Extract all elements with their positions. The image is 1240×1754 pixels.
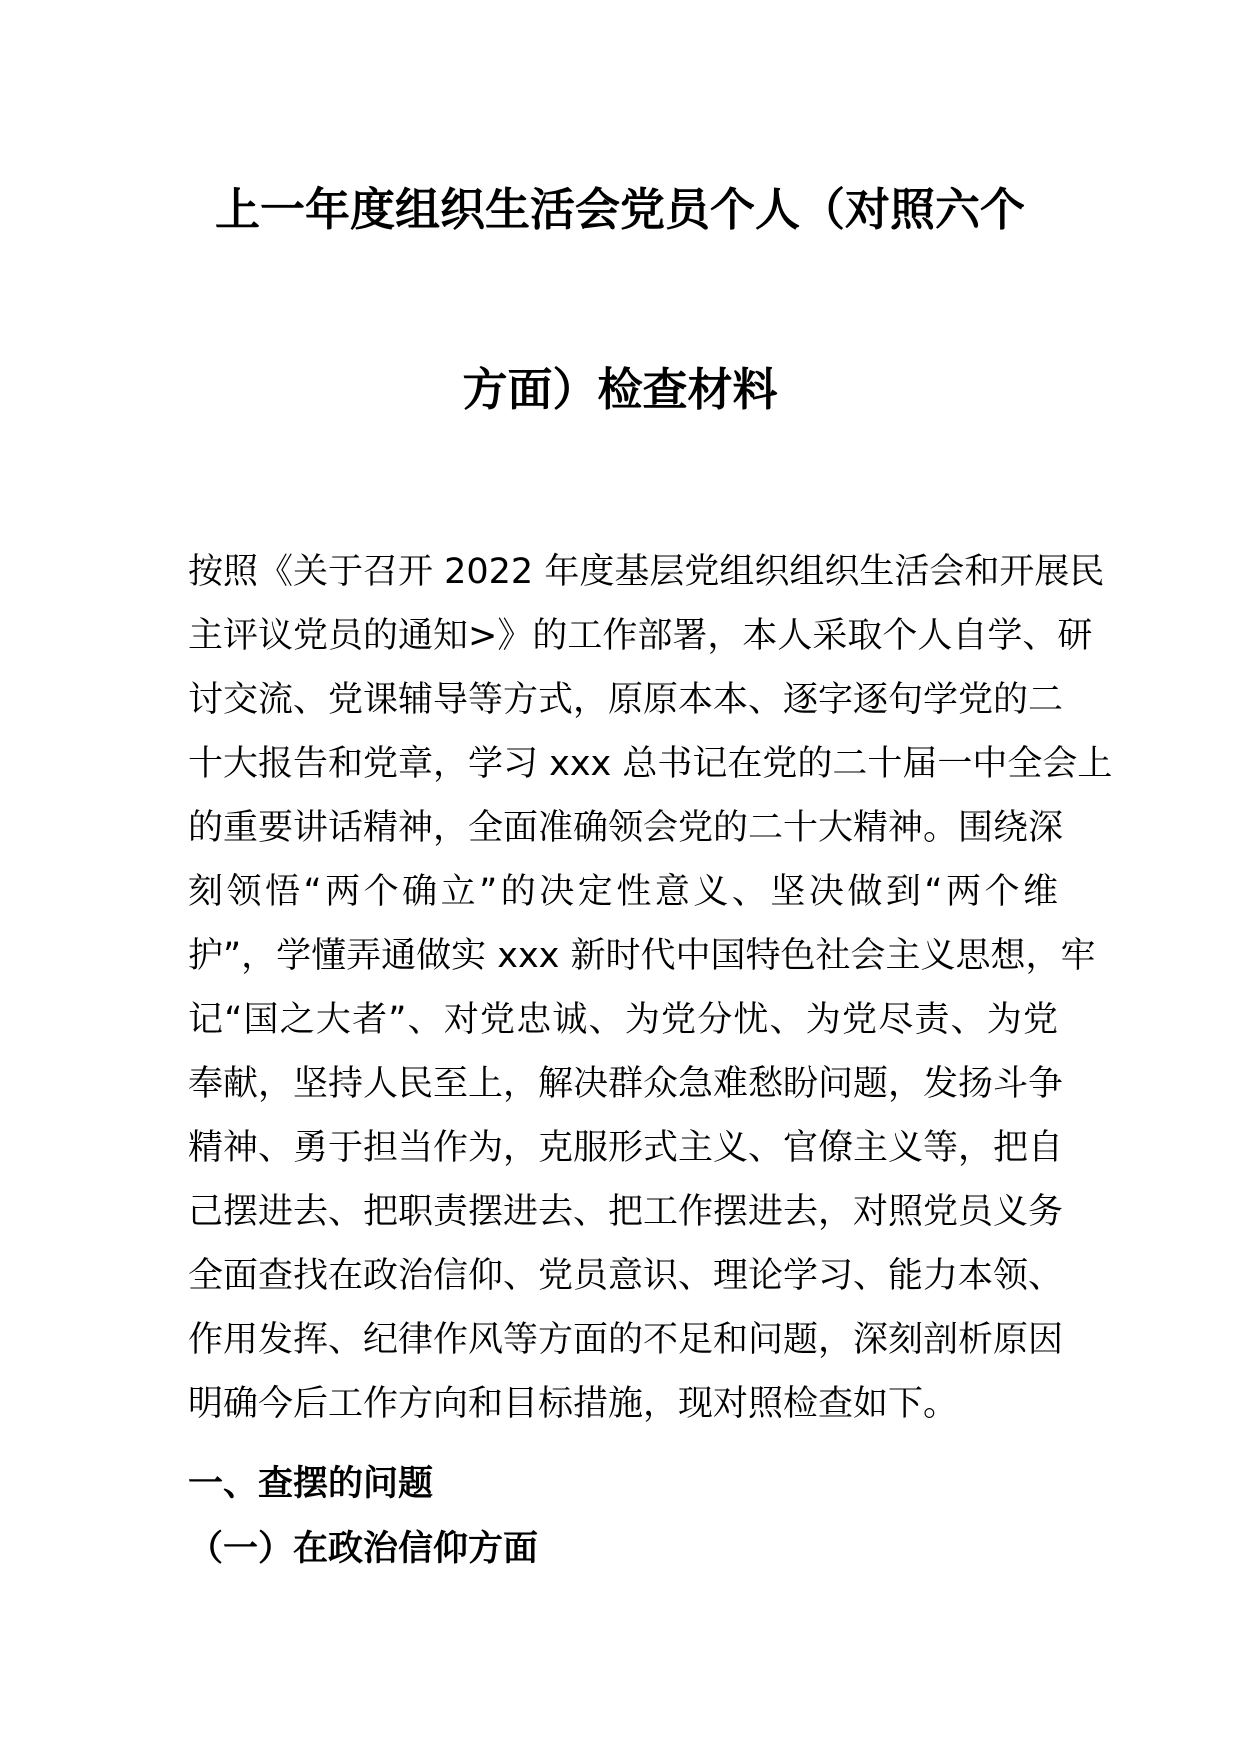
paragraph-line: 刻领悟“两个确立”的决定性意义、坚决做到“两个维	[188, 872, 1058, 912]
paragraph-line: 护”，学懂弄通做实 xxx 新时代中国特色社会主义思想，牢	[188, 936, 1096, 976]
document-title-line-2: 方面）检查材料	[462, 363, 778, 416]
paragraph-line: 全面查找在政治信仰、党员意识、理论学习、能力本领、	[188, 1256, 1064, 1296]
subsection-heading: （一）在政治信仰方面	[188, 1529, 539, 1569]
document-title-line-1: 上一年度组织生活会党员个人（对照六个	[214, 183, 1025, 236]
paragraph-line: 明确今后工作方向和目标措施，现对照检查如下。	[188, 1384, 959, 1424]
paragraph-line: 讨交流、党课辅导等方式，原原本本、逐字逐句学党的二	[188, 680, 1064, 720]
paragraph-line: 作用发挥、纪律作风等方面的不足和问题，深刻剖析原因	[188, 1320, 1064, 1360]
paragraph-line: 十大报告和党章，学习 xxx 总书记在党的二十届一中全会上	[188, 744, 1113, 784]
paragraph-line: 精神、勇于担当作为，克服形式主义、官僚主义等，把自	[188, 1128, 1064, 1168]
section-heading: 一、查摆的问题	[188, 1464, 434, 1504]
paragraph-line: 奉献，坚持人民至上，解决群众急难愁盼问题，发扬斗争	[188, 1064, 1064, 1104]
paragraph-line: 按照《关于召开 2022 年度基层党组织组织生活会和开展民	[188, 552, 1105, 592]
paragraph-line: 记“国之大者”、对党忠诚、为党分忧、为党尽责、为党	[188, 1000, 1058, 1040]
paragraph-line: 的重要讲话精神，全面准确领会党的二十大精神。围绕深	[188, 808, 1064, 848]
paragraph-line: 己摆进去、把职责摆进去、把工作摆进去，对照党员义务	[188, 1192, 1064, 1232]
intro-paragraph	[188, 540, 1113, 1436]
paragraph-line: 主评议党员的通知>》的工作部署，本人采取个人自学、研	[188, 616, 1093, 656]
